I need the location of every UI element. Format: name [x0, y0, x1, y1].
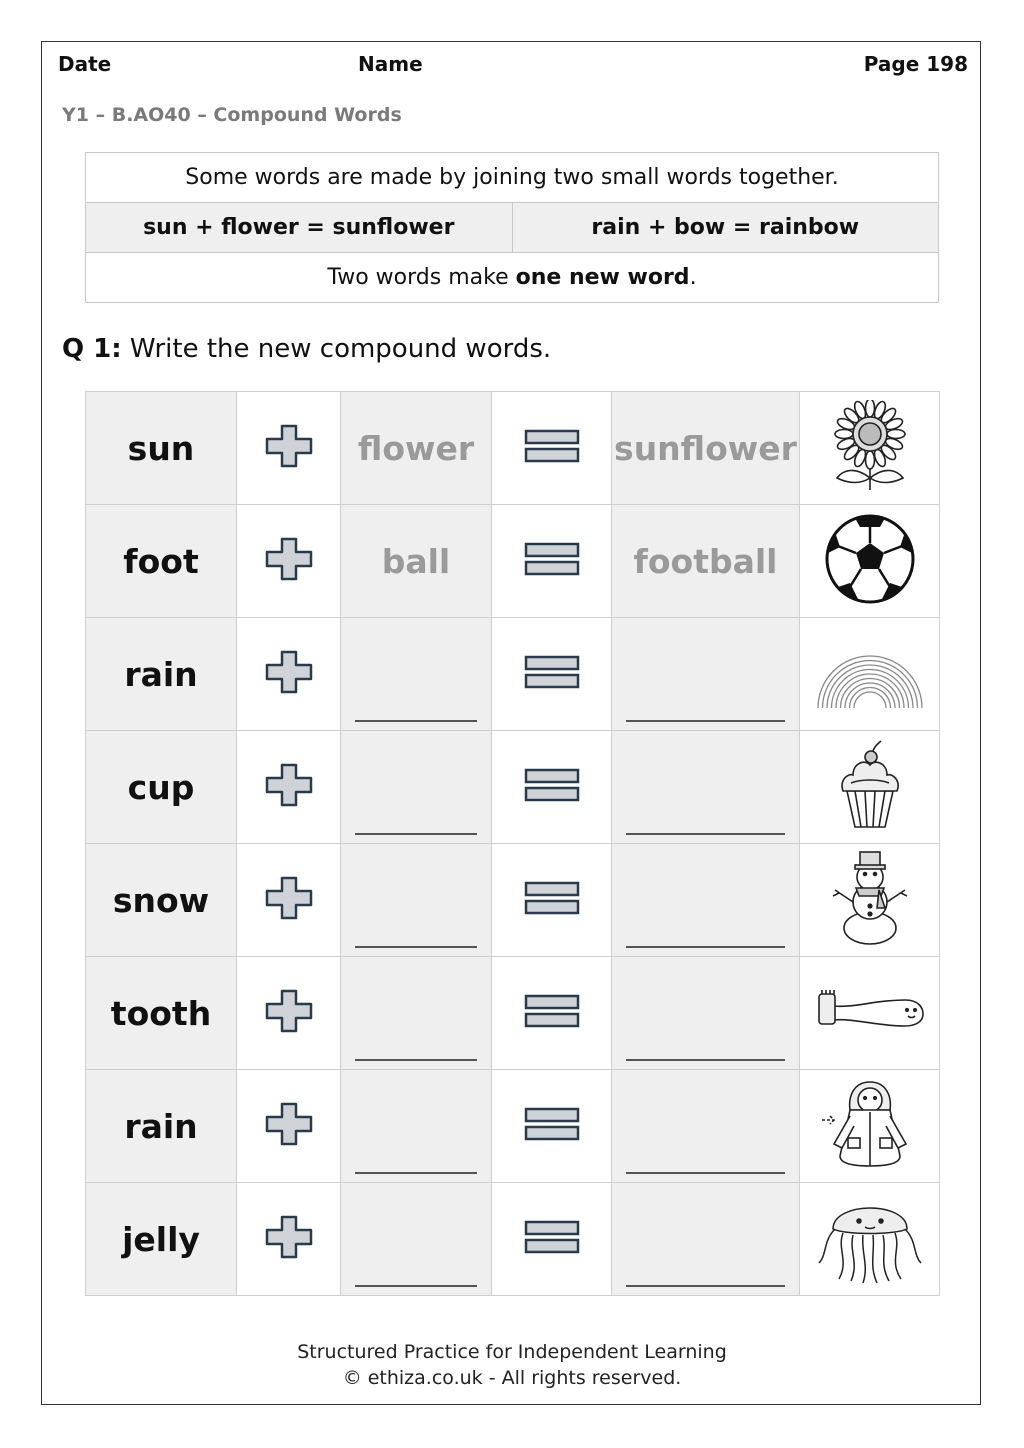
summary-prefix: Two words make [327, 265, 516, 290]
picture-cell [800, 505, 940, 618]
football-icon [820, 590, 920, 609]
plus-icon [265, 1131, 313, 1150]
equals-icon [524, 1239, 580, 1258]
answer-line[interactable] [355, 833, 477, 835]
equals-sign-cell [492, 1070, 612, 1183]
plus-icon [265, 679, 313, 698]
equals-icon [524, 900, 580, 919]
plus-icon [265, 453, 313, 472]
first-word: sun [86, 392, 237, 505]
second-word-blank[interactable] [341, 1183, 492, 1296]
summary-suffix: . [689, 265, 697, 290]
answer-line[interactable] [626, 1285, 785, 1287]
plus-icon [265, 566, 313, 585]
plus-icon [265, 905, 313, 924]
plus-sign-cell [237, 1070, 341, 1183]
answer-line[interactable] [355, 946, 477, 948]
answer-line[interactable] [355, 1285, 477, 1287]
answer-line[interactable] [355, 1059, 477, 1061]
plus-sign-cell [237, 731, 341, 844]
sunflower-icon [825, 477, 915, 496]
second-word-blank[interactable] [341, 618, 492, 731]
first-word: cup [86, 731, 237, 844]
equals-icon [524, 674, 580, 693]
equals-sign-cell [492, 618, 612, 731]
answer-line[interactable] [626, 720, 785, 722]
second-word-blank[interactable] [341, 844, 492, 957]
picture-cell [800, 618, 940, 731]
compound-word-blank[interactable] [612, 1070, 800, 1183]
picture-cell [800, 1183, 940, 1296]
equals-sign-cell [492, 505, 612, 618]
raincoat-icon [820, 1157, 920, 1176]
rainbow-icon [812, 697, 928, 716]
compound-word-blank[interactable] [612, 957, 800, 1070]
cupcake-icon [835, 816, 905, 835]
table-row [86, 844, 940, 957]
jellyfish-icon [815, 1270, 925, 1289]
footer-tagline: Structured Practice for Independent Learning [297, 1341, 727, 1363]
worksheet-subtitle: Y1 – B.AO40 – Compound Words [62, 104, 402, 126]
compound-word-example: sunflower [612, 392, 800, 505]
example-sunflower: sun + flower = sunflower [86, 203, 513, 253]
summary-bold: one new word [515, 265, 690, 290]
first-word: rain [86, 618, 237, 731]
table-row [86, 392, 940, 505]
answer-line[interactable] [626, 1172, 785, 1174]
first-word: tooth [86, 957, 237, 1070]
table-row [86, 731, 940, 844]
summary-text [86, 253, 939, 303]
footer-copyright: © ethiza.co.uk - All rights reserved. [342, 1367, 682, 1389]
equals-sign-cell [492, 844, 612, 957]
equals-sign-cell [492, 392, 612, 505]
question-text: Write the new compound words. [129, 334, 552, 364]
equals-sign-cell [492, 1183, 612, 1296]
plus-sign-cell [237, 392, 341, 505]
snowman-icon [825, 931, 915, 950]
question-heading [62, 334, 551, 364]
plus-sign-cell [237, 505, 341, 618]
picture-cell [800, 392, 940, 505]
equals-icon [524, 1126, 580, 1145]
plus-icon [265, 1244, 313, 1263]
equals-icon [524, 1013, 580, 1032]
first-word: snow [86, 844, 237, 957]
compound-word-blank[interactable] [612, 1183, 800, 1296]
table-row [86, 1070, 940, 1183]
equals-sign-cell [492, 957, 612, 1070]
table-row [86, 618, 940, 731]
table-row [86, 1183, 940, 1296]
second-word-blank[interactable] [341, 1070, 492, 1183]
equals-sign-cell [492, 731, 612, 844]
compound-word-blank[interactable] [612, 844, 800, 957]
compound-words-table [85, 391, 940, 1296]
picture-cell [800, 1070, 940, 1183]
compound-word-blank[interactable] [612, 731, 800, 844]
equals-icon [524, 787, 580, 806]
compound-word-blank[interactable] [612, 618, 800, 731]
second-word-example: ball [341, 505, 492, 618]
equals-icon [524, 448, 580, 467]
picture-cell [800, 731, 940, 844]
first-word: foot [86, 505, 237, 618]
explanation-box [85, 152, 939, 303]
toothbrush-icon [815, 1021, 925, 1040]
table-row [86, 505, 940, 618]
first-word: rain [86, 1070, 237, 1183]
answer-line[interactable] [355, 720, 477, 722]
intro-text: Some words are made by joining two small words together. [86, 153, 939, 203]
plus-sign-cell [237, 618, 341, 731]
name-label: Name [358, 52, 423, 76]
second-word-blank[interactable] [341, 957, 492, 1070]
plus-icon [265, 792, 313, 811]
answer-line[interactable] [626, 1059, 785, 1061]
table-row [86, 957, 940, 1070]
answer-line[interactable] [626, 946, 785, 948]
question-number: Q 1: [62, 334, 122, 364]
equals-icon [524, 561, 580, 580]
first-word: jelly [86, 1183, 237, 1296]
second-word-example: flower [341, 392, 492, 505]
picture-cell [800, 957, 940, 1070]
compound-word-example: football [612, 505, 800, 618]
page-number: Page 198 [863, 52, 968, 76]
example-rainbow: rain + bow = rainbow [512, 203, 939, 253]
plus-icon [265, 1018, 313, 1037]
picture-cell [800, 844, 940, 957]
date-label: Date [58, 52, 112, 76]
answer-line[interactable] [355, 1172, 477, 1174]
plus-sign-cell [237, 844, 341, 957]
plus-sign-cell [237, 957, 341, 1070]
second-word-blank[interactable] [341, 731, 492, 844]
plus-sign-cell [237, 1183, 341, 1296]
answer-line[interactable] [626, 833, 785, 835]
